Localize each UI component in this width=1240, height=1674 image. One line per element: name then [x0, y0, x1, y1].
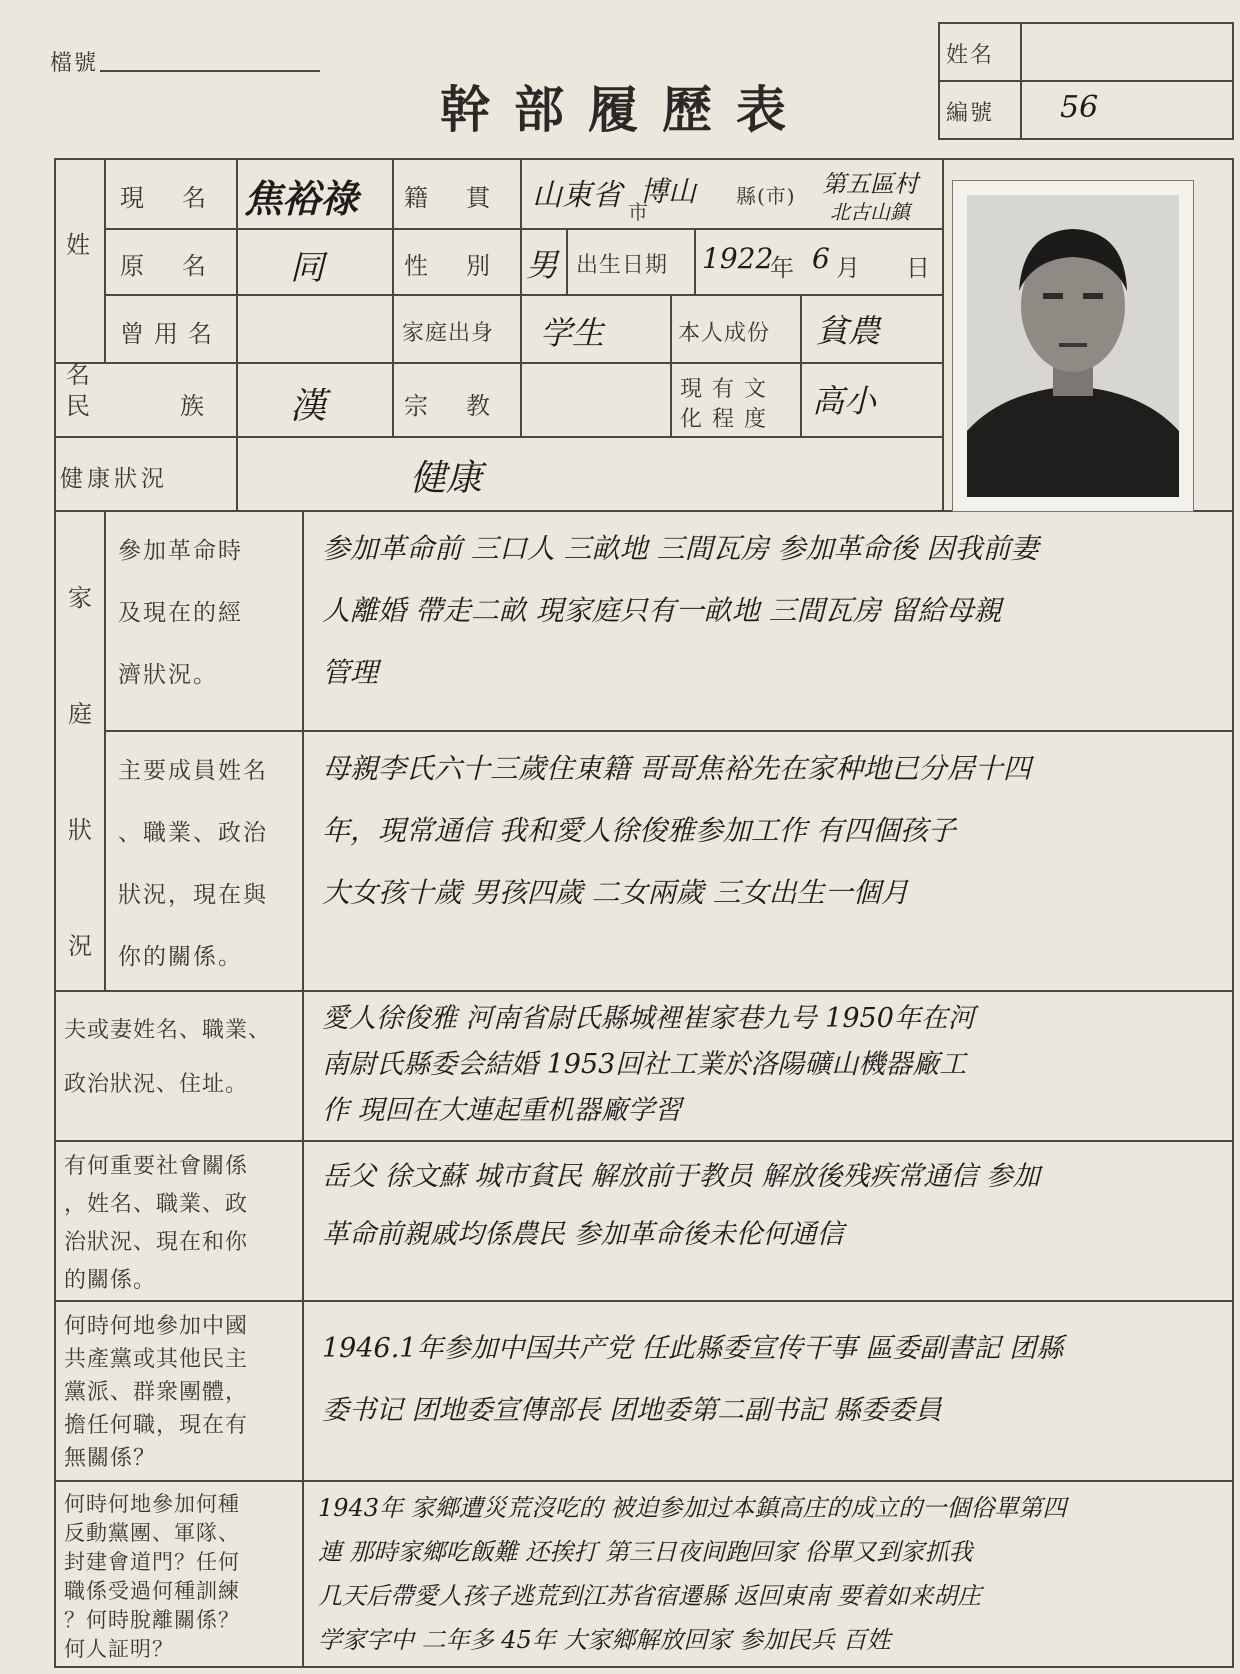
reactionary-history-label: 何時何地參加何種 反動黨團、軍隊、 封建會道門？任何 職係受過何種訓練 ？何時脫離關係？ 何人証明？ [64, 1492, 240, 1661]
family-group-label: 家 庭 狀 況 [68, 584, 94, 960]
birth-month-unit: 月 [836, 254, 862, 282]
grid-h-3 [54, 362, 942, 364]
education-value: 高小 [812, 382, 877, 420]
family-origin-value: 学生 [540, 314, 605, 352]
reactionary-history-text: 1943年 家鄉遭災荒沒吃的 被迫参加过本鎮高庄的成立的一個俗單第四 連 那時家鄉吃飯難 还挨打 第三日夜间跑回家 俗單又到家抓我 几天后帶愛人孩子逃荒到江苏省宿遷縣 返回東南 要着如来胡庄 学家字中 二年多 45年 大家鄉解放回家 参加民兵 百姓 [318, 1494, 1067, 1654]
ethnicity-label: 民族 [66, 392, 294, 420]
grid-v-group [104, 158, 106, 362]
spouse-text: 愛人徐俊雅 河南省尉氏縣城裡崔家巷九号 1950年在河 南尉氏縣委会結婚 1953回社工業於洛陽礦山機器廠工 作 現回在大連起重机器廠学習 [322, 1003, 975, 1126]
grid-h-4 [54, 436, 942, 438]
original-name-label: 原名 [120, 252, 244, 280]
birth-year-unit: 年 [770, 254, 796, 282]
corner-name-label: 姓名 [946, 43, 995, 68]
grid-h-7 [54, 990, 1234, 992]
party-membership-label: 何時何地參加中國 共產黨或其他民主 黨派、群衆團體， 擔任何職，現在有 無關係？ [64, 1314, 249, 1471]
family-members-label: 主要成員姓名 、職業、政治 狀況，現在與 你的關係。 [118, 758, 268, 970]
family-members-text: 母親李氏六十三歲住東籍 哥哥焦裕先在家种地已分居十四 年，現常通信 我和愛人徐俊雅参加工作 有四個孩子 大女孩十歲 男孩四歲 二女兩歲 三女出生一個月 [322, 752, 1031, 909]
gender-value: 男 [526, 246, 559, 284]
economic-status-label: 參加革命時 及現在的經 濟狀況。 [118, 538, 243, 688]
grid-h-1 [104, 228, 942, 230]
grid-v-birth2 [694, 228, 696, 294]
religion-label: 宗教 [404, 392, 528, 420]
grid-v-lower-label [302, 510, 304, 1668]
corner-number-value: 56 [1060, 90, 1099, 125]
native-city-suffix: 市 [628, 200, 650, 224]
original-name-value: 同 [290, 248, 324, 288]
grid-v-photo [942, 158, 944, 510]
personal-status-value: 貧農 [816, 312, 881, 350]
spouse-label: 夫或妻姓名、職業、 政治狀況、住址。 [64, 1018, 272, 1097]
birth-label: 出生日期 [576, 253, 669, 278]
grid-v-value [392, 158, 394, 436]
ethnicity-value: 漢 [290, 386, 327, 427]
grid-h-9 [54, 1300, 1234, 1302]
portrait-photo [952, 180, 1194, 512]
current-name-value: 焦裕祿 [244, 176, 359, 221]
corner-box-divider-v [1020, 22, 1022, 140]
native-province: 山東省 [532, 178, 622, 213]
native-village-detail: 北古山鎮 [830, 200, 910, 224]
social-relations-text: 岳父 徐文蘇 城市貧民 解放前于教员 解放後残疾常通信 参加 革命前親戚均係農民 参加革命後未伦何通信 [322, 1161, 1040, 1250]
file-number-label: 檔號 [50, 51, 99, 76]
grid-h-2 [104, 294, 942, 296]
corner-number-label: 編號 [946, 101, 995, 126]
grid-h-6 [104, 730, 1234, 732]
social-relations-label: 有何重要社會關係 ，姓名、職業、政 治狀況、現在和你 的關係。 [64, 1154, 249, 1293]
grid-h-8 [54, 1140, 1234, 1142]
birth-day-unit: 日 [906, 254, 932, 282]
gender-label: 性別 [404, 252, 528, 280]
native-county-label: 縣(市) [736, 184, 796, 208]
current-name-label: 現名 [120, 184, 244, 212]
birth-month: 6 [812, 242, 830, 275]
grid-h-10 [54, 1480, 1234, 1482]
education-label-line1: 現有文 [680, 377, 777, 402]
health-value: 健康 [410, 458, 483, 499]
birth-year: 1922 [702, 242, 774, 275]
grid-v-status2 [800, 294, 802, 436]
health-label: 健康狀況 [60, 466, 168, 492]
grid-v-family-group [104, 510, 106, 990]
name-group-label: 姓名 [66, 231, 92, 389]
economic-status-text: 参加革命前 三口人 三畝地 三間瓦房 参加革命後 因我前妻 人離婚 帶走二畝 現家庭只有一畝地 三間瓦房 留給母親 管理 [322, 532, 1039, 689]
portrait-image [953, 181, 1193, 511]
party-membership-text: 1946.1年参加中国共产党 任此縣委宣传干事 區委副書記 团縣 委书记 团地委宣傳部長 团地委第二副书記 縣委委員 [322, 1333, 1064, 1426]
former-name-label: 曾用名 [120, 320, 222, 348]
native-place-label: 籍貫 [404, 184, 528, 212]
file-number-underline [100, 70, 320, 72]
native-village: 第五區村 [822, 170, 918, 198]
grid-v-status [670, 294, 672, 436]
native-city: 博山 [640, 175, 697, 208]
form-title: 幹部履歷表 [440, 80, 810, 139]
education-label-line2: 化程度 [680, 407, 777, 432]
personal-status-label: 本人成份 [678, 321, 771, 346]
family-origin-label: 家庭出身 [402, 321, 495, 346]
corner-box-divider-h [938, 80, 1234, 82]
grid-v-birth [566, 228, 568, 294]
